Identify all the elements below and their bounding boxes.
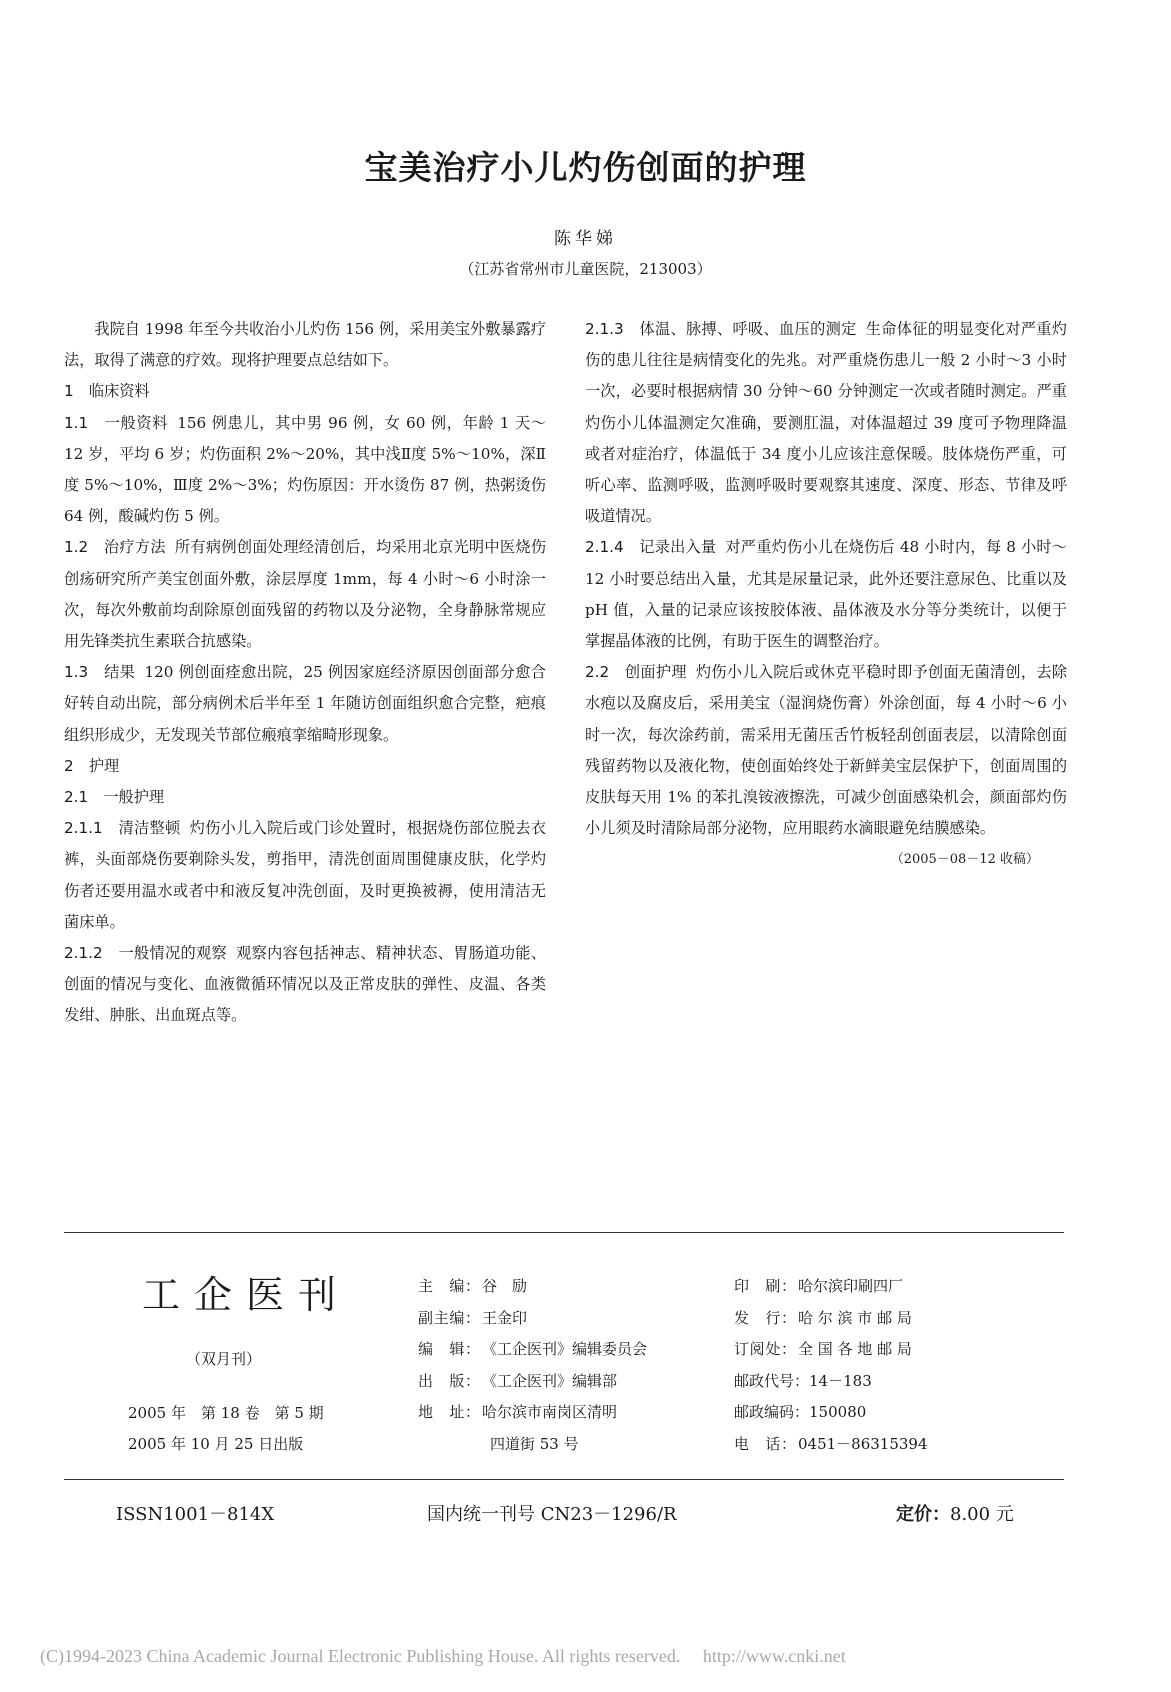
paragraph-2-1-2: 2.1.2 一般情况的观察 观察内容包括神志、精神状态、胃肠道功能、创面的情况与变化、血液微循环情况以及正常皮肤的弹性、皮温、各类发绀、肿胀、出血斑点等。 xyxy=(64,944,547,1025)
subheading-2-1-2: 2.1.2 一般情况的观察 xyxy=(64,944,228,963)
subheading-2-1-1: 2.1.1 清洁整顿 xyxy=(64,819,181,838)
paragraph-2-1-4: 2.1.4 记录出入量 对严重灼伤小儿在烧伤后 48 小时内，每 8 小时～12 小时要总结出入量，尤其是尿量记录，此外还要注意尿色、比重以及 pH 值，入量的记录应该按胶体液、晶体液及水分等分类统计，以便于掌握晶体液的比例，有助于医生的调整治疗。 xyxy=(585,538,1067,651)
paragraph-2-2: 2.2 创面护理 灼伤小儿入院后或休克平稳时即予创面无菌清创，去除水疱以及腐皮后，采用美宝（湿润烧伤膏）外涂创面，每 4 小时～6 小时一次，每次涂药前，需采用无菌压舌竹板轻刮创面表层，以清除创面残留药物以及液化物，使创面始终处于新鲜美宝层保护下，创面周围的皮肤每天用 1% 的苯扎溴铵液擦洗，可减少创面感染机会，颜面部灼伤小儿须及时清除局部分泌物，应用眼药水滴眼避免结膜感染。 xyxy=(585,663,1068,838)
journal-pub-date: 2005 年 10 月 25 日出版 xyxy=(128,1435,304,1453)
editor-row: 主 编： 谷 励 xyxy=(418,1277,528,1295)
paragraph-2-1-1: 2.1.1 清洁整顿 灼伤小儿入院后或门诊处置时，根据烧伤部位脱去衣裤，头面部烧伤要剃除头发，剪指甲，清洗创面周围健康皮肤，化学灼伤者还要用温水或者中和液反复冲洗创面，及时更换被褥，使用清洁无菌床单。 xyxy=(64,819,546,931)
masthead-distribution xyxy=(734,1271,928,1460)
price: 定价：8.00 元 xyxy=(896,1504,1014,1525)
masthead-bottom-rule xyxy=(64,1479,1064,1480)
journal-frequency: （双月刊） xyxy=(186,1350,262,1368)
journal-name: 工企医刊 xyxy=(142,1273,351,1317)
subheading-1-1: 1.1 一般资料 xyxy=(64,413,169,432)
right-column xyxy=(585,314,1067,876)
subheading-2-2: 2.2 创面护理 xyxy=(585,663,687,682)
paragraph-1-1: 1.1 一般资料 156 例患儿，其中男 96 例，女 60 例，年龄 1 天～12 岁，平均 6 岁；灼伤面积 2%～20%，其中浅Ⅱ度 5%～10%，深Ⅱ度 5%～10%，Ⅲ度 2%～3%；灼伤原因：开水烫伤 87 例，热粥烫伤 64 例，酸碱灼伤 5 例。 xyxy=(64,413,546,526)
section-heading-2: 2 护理 xyxy=(64,756,120,775)
postal-code-row: 邮政代号：14－183 xyxy=(734,1371,872,1390)
subheading-1-3: 1.3 结果 xyxy=(64,663,136,682)
author-affiliation: （江苏省常州市儿童医院，213003） xyxy=(459,260,712,278)
printer-row: 印 刷： 哈尔滨印刷四厂 xyxy=(734,1277,904,1295)
subsection-heading-2-1: 2.1 一般护理 xyxy=(64,788,165,807)
journal-issue: 2005 年 第 18 卷 第 5 期 xyxy=(128,1404,324,1422)
subheading-2-1-3: 2.1.3 体温、脉搏、呼吸、血压的测定 xyxy=(585,320,857,338)
article-title: 宝美治疗小儿灼伤创面的护理 xyxy=(364,148,807,187)
received-date: （2005－08－12 收稿） xyxy=(890,852,1039,868)
author-name: 陈华娣 xyxy=(554,229,617,249)
paragraph-1-3: 1.3 结果 120 例创面痊愈出院，25 例因家庭经济原因创面部分愈合好转自动出院，部分病例术后半年至 1 年随访创面组织愈合完整，疤痕组织形成少，无发现关节部位瘢痕挛缩畸形现象。 xyxy=(64,663,546,744)
cn-number: 国内统一刊号 CN23－1296/R xyxy=(427,1504,677,1525)
address-row-continued: 四道街 53 号 xyxy=(490,1434,579,1453)
intro-paragraph: 我院自 1998 年至今共收治小儿灼伤 156 例，采用美宝外敷暴露疗法，取得了满意的疗效。现将护理要点总结如下。 xyxy=(64,320,546,370)
subheading-2-1-4: 2.1.4 记录出入量 xyxy=(585,538,717,557)
publisher-row: 出 版： 《工企医刊》编辑部 xyxy=(418,1371,618,1390)
address-row: 地 址： 哈尔滨市南岗区清明 xyxy=(418,1403,618,1421)
subscription-row: 订阅处： 全 国 各 地 邮 局 xyxy=(734,1340,912,1358)
subheading-1-2: 1.2 治疗方法 xyxy=(64,538,166,557)
masthead-top-rule xyxy=(64,1232,1064,1233)
phone-row: 电 话： 0451－86315394 xyxy=(734,1434,928,1453)
masthead-editorial xyxy=(418,1271,647,1460)
copyright-notice: (C)1994-2023 China Academic Journal Electronic Publishing House. All rights reserved. http://www.cnki.net xyxy=(40,1646,846,1666)
left-column xyxy=(64,314,546,1032)
deputy-editor-row: 副主编： 王金印 xyxy=(418,1308,528,1327)
section-heading-1: 1 临床资料 xyxy=(64,382,150,401)
distributor-row: 发 行： 哈 尔 滨 市 邮 局 xyxy=(734,1308,912,1327)
issn-number: ISSN1001－814X xyxy=(116,1504,275,1525)
editing-row: 编 辑： 《工企医刊》编辑委员会 xyxy=(418,1340,648,1358)
paragraph-1-2: 1.2 治疗方法 所有病例创面处理经清创后，均采用北京光明中医烧伤创疡研究所产美宝创面外敷，涂层厚度 1mm，每 4 小时～6 小时涂一次，每次外敷前均刮除原创面残留的药物以及分泌物，全身静脉常规应用先锋类抗生素联合抗感染。 xyxy=(64,538,547,651)
zip-row: 邮政编码：150080 xyxy=(734,1403,867,1421)
paragraph-2-1-3: 2.1.3 体温、脉搏、呼吸、血压的测定 生命体征的明显变化对严重灼伤的患儿往往是病情变化的先兆。对严重烧伤患儿一般 2 小时～3 小时一次，必要时根据病情 30 分钟～60 分钟测定一次或者随时测定。严重灼伤小儿体温测定欠准确，要测肛温，对体温超过 39 度可予物理降温或者对症治疗，体温低于 34 度小儿应该注意保暖。肢体烧伤严重，可听心率、监测呼吸，监测呼吸时要观察其速度、深度、形态、节律及呼吸道情况。 xyxy=(585,320,1067,526)
